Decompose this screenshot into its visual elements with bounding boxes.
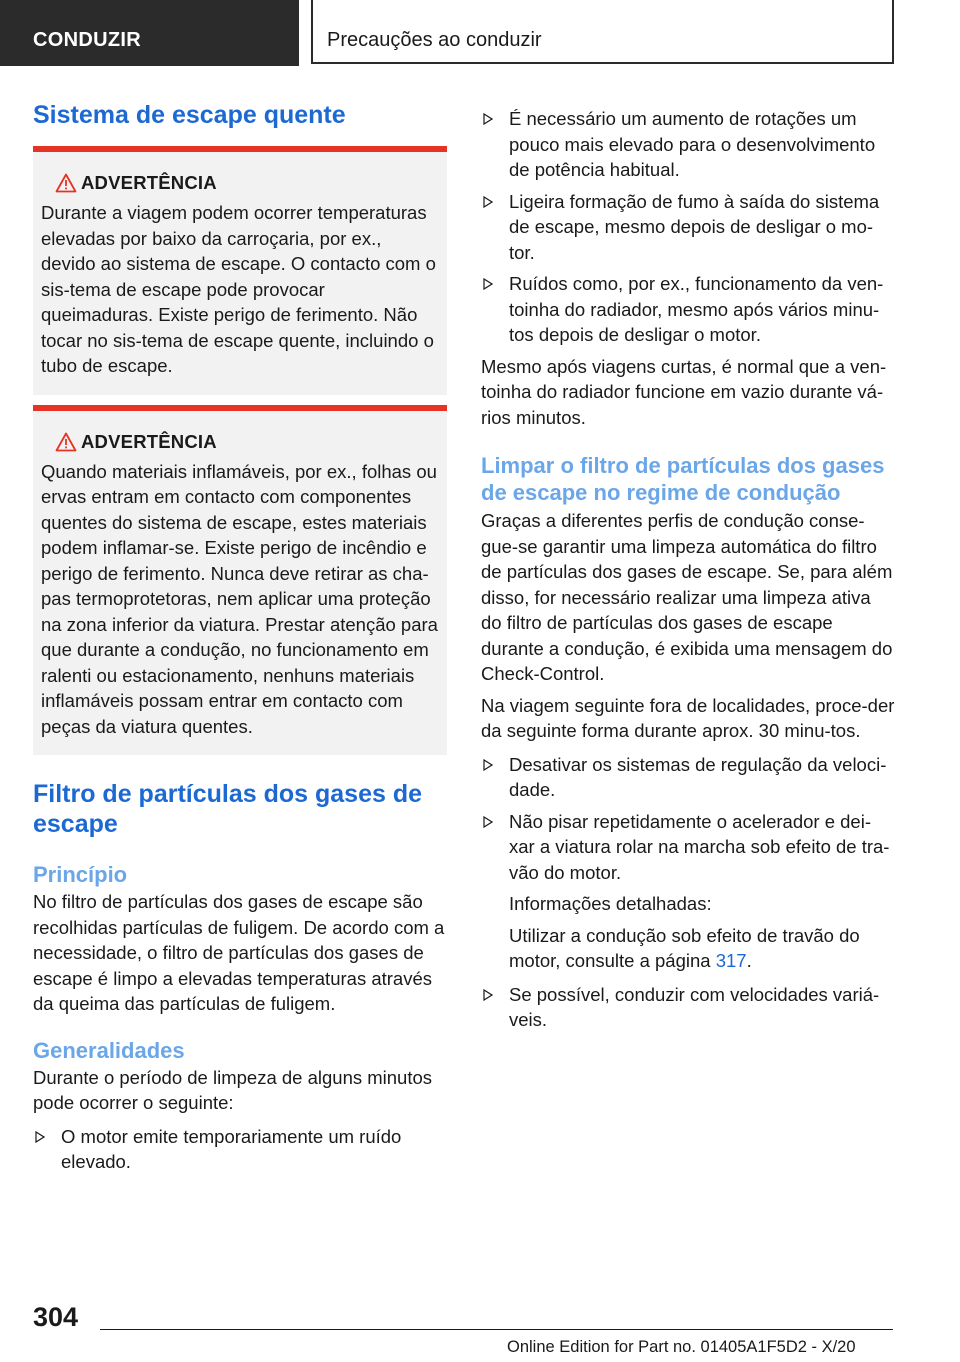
triangle-bullet-icon bbox=[483, 113, 493, 125]
warning-title: ADVERTÊNCIA bbox=[81, 172, 217, 193]
paragraph-viagem-seguinte: Na viagem seguinte fora de localidades, proce-der da seguinte forma durante aprox. 30 minu-tos. bbox=[481, 694, 895, 741]
list-item bbox=[481, 189, 895, 266]
paragraph-perfis: Graças a diferentes perfis de condução conse-gue-se garantir uma limpeza automática do filtro de partículas dos gases de escape. Se, para além disso, for necessário realizar uma limpeza ativa do filtro de partículas dos gases de escape durante a condução, é exibida uma mensagem do Check-Control. bbox=[481, 510, 893, 684]
heading-limpar-filtro: Limpar o filtro de partículas dos gases de escape no regime de condução bbox=[481, 453, 885, 505]
warning-box-2 bbox=[33, 405, 447, 756]
warning-header bbox=[41, 429, 439, 455]
warning-title: ADVERTÊNCIA bbox=[81, 430, 217, 452]
heading-generalidades: Generalidades bbox=[33, 1037, 185, 1063]
warning-header bbox=[41, 170, 439, 196]
warning-box-1 bbox=[33, 146, 447, 395]
warning-text: Durante a viagem podem ocorrer temperaturas elevadas por baixo da carroçaria, por ex., devido ao sistema de escape. O contacto com o sis-tema de escape pode provocar queimaduras. Existe perigo de ferimento. Não tocar no sis-tema de escape quente, incluindo o tubo de escape. bbox=[41, 202, 436, 376]
left-column bbox=[33, 100, 447, 1181]
footer-divider bbox=[100, 1329, 893, 1330]
list-item-text: Ruídos como, por ex., funcionamento da ven-toinha do radiador, mesmo após vários minu-tos depois de desligar o motor. bbox=[509, 273, 884, 345]
page-header bbox=[0, 0, 960, 66]
page-link-317[interactable]: 317 bbox=[715, 950, 747, 971]
footer-edition: Online Edition for Part no. 01405A1F5D2 - X/20 bbox=[507, 1338, 856, 1356]
bullet-list-right-last bbox=[481, 982, 895, 1033]
bullet-list-left bbox=[33, 1124, 447, 1175]
list-item-text: O motor emite temporariamente um ruído elevado. bbox=[61, 1125, 402, 1172]
chapter-title: Precauções ao conduzir bbox=[327, 29, 542, 51]
chapter-title-box bbox=[311, 0, 894, 64]
warning-text: Quando materiais inflamáveis, por ex., folhas ou ervas entram em contacto com componentes quentes do sistema de escape, estes materiais podem inflamar-se. Existe perigo de incêndio e perigo de ferimento. Nunca deve retirar as cha-pas termoprotetoras, nem aplicar uma proteção na zona inferior da viatura. Prestar atenção para que durante a condução, no funcionamento em ralenti ou estacionamento, nenhuns materiais inflamáveis possam entrar em contacto com peças da viatura quentes. bbox=[41, 460, 438, 737]
triangle-bullet-icon bbox=[483, 759, 493, 771]
heading-sistema-escape: Sistema de escape quente bbox=[33, 101, 346, 129]
section-label: CONDUZIR bbox=[33, 29, 141, 51]
list-item bbox=[481, 809, 895, 886]
list-item bbox=[481, 982, 895, 1033]
principio-text: No filtro de partículas dos gases de escape são recolhidas partículas de fuligem. De acordo com a necessidade, o filtro de partículas dos gases de escape é limpo a elevadas temperaturas através da queima das partículas de fuligem. bbox=[33, 891, 445, 1014]
triangle-bullet-icon bbox=[483, 816, 493, 828]
info-label: Informações detalhadas: bbox=[509, 893, 712, 914]
list-item-text: Desativar os sistemas de regulação da veloci-dade. bbox=[509, 753, 887, 800]
section-tab bbox=[0, 0, 299, 66]
right-column bbox=[481, 100, 895, 1039]
list-item-text: Se possível, conduzir com velocidades variá-veis. bbox=[509, 983, 880, 1030]
bullet-list-right-top bbox=[481, 106, 895, 348]
generalidades-text: Durante o período de limpeza de alguns minutos pode ocorrer o seguinte: bbox=[33, 1066, 433, 1113]
list-item bbox=[481, 752, 895, 803]
page-number: 304 bbox=[33, 1302, 79, 1332]
triangle-bullet-icon bbox=[483, 278, 493, 290]
triangle-bullet-icon bbox=[35, 1131, 45, 1143]
info-text-body: Utilizar a condução sob efeito de travão do motor, consulte a página bbox=[509, 924, 860, 971]
paragraph-ventoinha: Mesmo após viagens curtas, é normal que a ven-toinha do radiador funcione em vazio durante vá-rios minutos. bbox=[481, 355, 887, 428]
list-item-text: É necessário um aumento de rotações um pouco mais elevado para o desenvolvimento de potência habitual. bbox=[509, 108, 876, 180]
warning-triangle-icon bbox=[41, 171, 79, 195]
list-item-text: Ligeira formação de fumo à saída do sistema de escape, mesmo depois de desligar o mo-tor. bbox=[509, 190, 880, 263]
list-item-text: Não pisar repetidamente o acelerador e dei-xar a viatura rolar na marcha sob efeito de tra-vão do motor. bbox=[509, 810, 890, 883]
heading-principio: Princípio bbox=[33, 862, 128, 887]
triangle-bullet-icon bbox=[483, 196, 493, 208]
list-item bbox=[33, 1124, 447, 1175]
info-text-end: . bbox=[746, 950, 752, 971]
heading-filtro-particulas: Filtro de partículas dos gases de escape bbox=[33, 780, 423, 838]
list-item bbox=[481, 106, 895, 183]
warning-triangle-icon bbox=[41, 430, 79, 454]
info-text bbox=[481, 923, 895, 974]
triangle-bullet-icon bbox=[483, 989, 493, 1001]
bullet-list-right-bottom bbox=[481, 752, 895, 886]
list-item bbox=[481, 271, 895, 348]
